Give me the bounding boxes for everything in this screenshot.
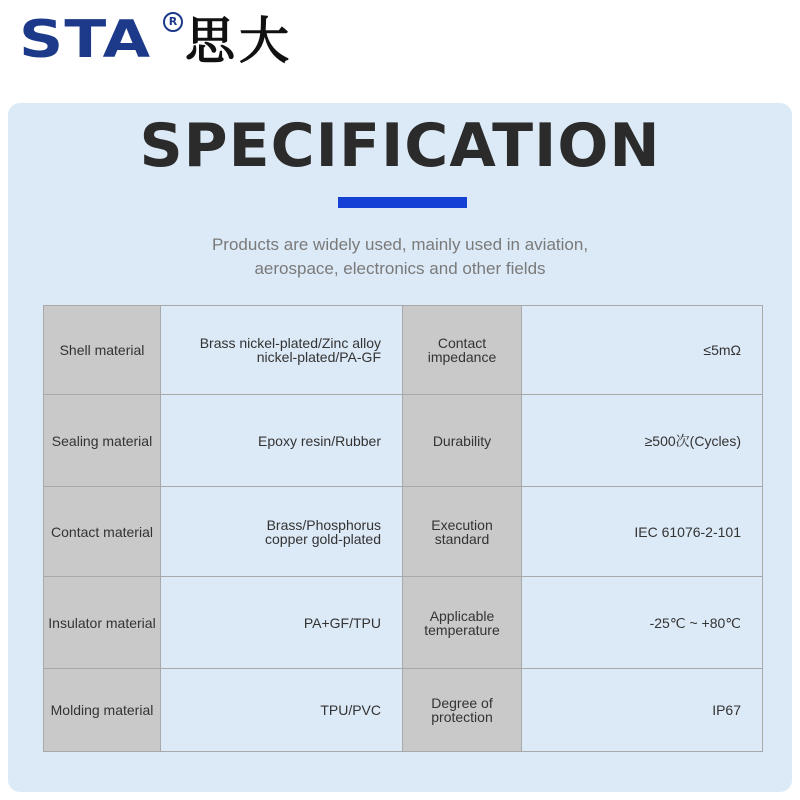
- spec-key-label: Degree of: [431, 695, 493, 711]
- spec-key-cell: [403, 669, 522, 752]
- spec-key-label: Execution: [431, 516, 493, 533]
- spec-value-line: Epoxy resin/Rubber: [258, 432, 381, 449]
- spec-key-label: Shell material: [59, 342, 145, 358]
- brand-logo-chinese: 思大: [185, 12, 293, 70]
- spec-value-line: IEC 61076-2-101: [634, 523, 741, 540]
- spec-key-label: protection: [431, 709, 493, 725]
- spec-key-label: impedance: [427, 349, 497, 365]
- spec-key-label: Contact material: [51, 523, 153, 540]
- spec-key-cell: [44, 669, 161, 752]
- table-row: [44, 306, 763, 395]
- spec-key-label: Applicable: [429, 607, 495, 624]
- spec-value-line: Brass nickel-plated/Zinc alloy: [199, 335, 381, 351]
- spec-key-cell: [44, 487, 161, 577]
- table-row: [44, 669, 763, 752]
- spec-value-line: ≤5mΩ: [703, 342, 741, 358]
- brand-logo: [19, 10, 293, 70]
- spec-value-line: -25℃ ~ +80℃: [649, 614, 741, 631]
- spec-value-cell: [522, 395, 763, 487]
- brand-logo-latin: STA: [19, 10, 152, 70]
- spec-key-cell: [403, 487, 522, 577]
- title-accent-bar: [338, 197, 467, 208]
- spec-key-label: Sealing material: [51, 432, 153, 449]
- spec-table: [43, 305, 763, 752]
- spec-value-line: TPU/PVC: [320, 702, 381, 718]
- spec-key-label: Contact: [437, 335, 487, 351]
- spec-value-cell: [161, 306, 403, 395]
- spec-key-label: Durability: [432, 432, 492, 449]
- page-subtitle: [150, 233, 650, 281]
- spec-key-label: Insulator material: [48, 614, 156, 631]
- spec-value-line: copper gold-plated: [265, 530, 381, 547]
- spec-value-line: PA+GF/TPU: [303, 614, 381, 631]
- subtitle-line: Products are widely used, mainly used in aviation,: [211, 235, 589, 254]
- registered-mark-icon: R: [163, 12, 183, 32]
- spec-value-cell: [161, 395, 403, 487]
- spec-key-cell: [403, 577, 522, 669]
- spec-value-cell: [522, 487, 763, 577]
- spec-value-cell: [161, 577, 403, 669]
- spec-value-line: IP67: [712, 702, 741, 718]
- spec-value-line: Brass/Phosphorus: [266, 516, 381, 533]
- page-title: SPECIFICATION: [139, 111, 661, 181]
- spec-key-cell: [44, 306, 161, 395]
- spec-value-cell: [161, 487, 403, 577]
- spec-key-cell: [44, 577, 161, 669]
- spec-value-line: nickel-plated/PA-GF: [256, 349, 381, 365]
- spec-value-cell: [522, 669, 763, 752]
- spec-value-cell: [522, 306, 763, 395]
- spec-key-cell: [403, 395, 522, 487]
- table-row: [44, 487, 763, 577]
- spec-value-line: ≥500次(Cycles): [644, 432, 741, 449]
- spec-key-cell: [403, 306, 522, 395]
- spec-key-label: Molding material: [50, 702, 154, 718]
- spec-key-label: standard: [434, 530, 490, 547]
- spec-key-cell: [44, 395, 161, 487]
- spec-key-label: temperature: [424, 621, 500, 638]
- subtitle-line: aerospace, electronics and other fields: [254, 259, 546, 278]
- table-row: [44, 395, 763, 487]
- spec-value-cell: [522, 577, 763, 669]
- table-row: [44, 577, 763, 669]
- spec-value-cell: [161, 669, 403, 752]
